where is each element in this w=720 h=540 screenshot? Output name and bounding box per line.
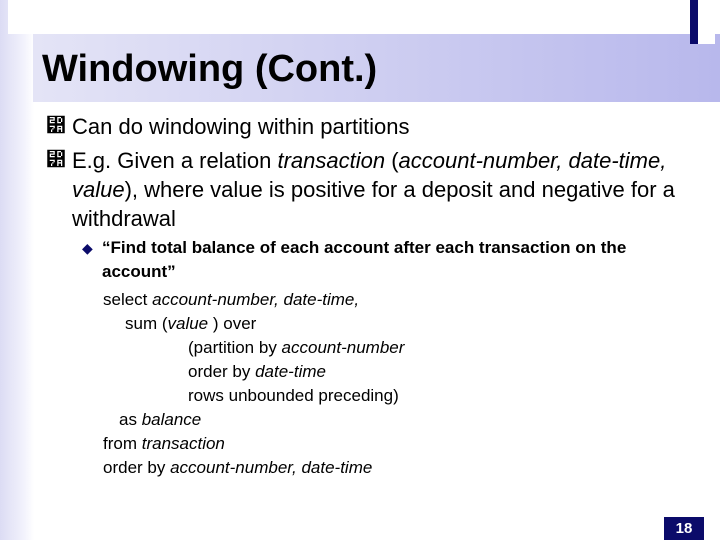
sql-line-7 xyxy=(103,432,703,456)
sql-keyword: order by xyxy=(103,458,171,477)
sql-keyword: rows unbounded preceding) xyxy=(188,386,399,405)
sql-keyword: ) over xyxy=(212,314,257,333)
sql-line-2 xyxy=(103,312,703,336)
bullet-2-text xyxy=(72,146,696,233)
sql-keyword: order by xyxy=(188,362,256,381)
bullet-2-part5: ), where value is positive for a deposit and negative for a withdrawal xyxy=(72,177,675,231)
corner-light-block xyxy=(698,0,715,44)
sql-identifier: transaction xyxy=(141,434,225,453)
bullet-2-part1: E.g. Given a relation xyxy=(72,148,278,173)
sql-line-4 xyxy=(103,360,703,384)
sql-identifier: account-number xyxy=(281,338,405,357)
sql-keyword: (partition by xyxy=(188,338,282,357)
slide-title: Windowing (Cont.) xyxy=(42,48,378,90)
sub-bullet-text: “Find total balance of each account after each transaction on the account” xyxy=(102,238,627,281)
sql-identifier: value xyxy=(167,314,213,333)
sql-query xyxy=(103,288,703,480)
left-rail-decoration xyxy=(0,0,34,540)
clock-bullet-icon: ⵺ xyxy=(46,115,66,137)
bullet-2 xyxy=(46,146,696,233)
sql-keyword: select xyxy=(103,290,153,309)
sql-line-8 xyxy=(103,456,703,480)
sql-keyword: as xyxy=(119,410,142,429)
sql-identifier: date-time xyxy=(255,362,326,381)
corner-dark-block xyxy=(690,0,698,44)
page-number: 18 xyxy=(664,517,704,540)
sql-line-3 xyxy=(103,336,703,360)
sql-line-5 xyxy=(103,384,703,408)
sql-line-1 xyxy=(103,288,703,312)
clock-bullet-icon: ⵺ xyxy=(46,149,66,171)
sql-identifier: account-number, date-time xyxy=(170,458,373,477)
bullet-1 xyxy=(46,112,696,141)
sql-keyword: sum ( xyxy=(125,314,168,333)
sql-identifier: balance xyxy=(141,410,202,429)
bullet-2-relation-name: transaction xyxy=(277,148,386,173)
diamond-bullet-icon: ◆ xyxy=(82,240,93,256)
sql-identifier: account-number, date-time, xyxy=(152,290,360,309)
bullet-1-text: Can do windowing within partitions xyxy=(72,114,410,139)
sql-line-6 xyxy=(103,408,703,432)
sub-bullet xyxy=(82,236,702,284)
sql-keyword: from xyxy=(103,434,142,453)
bullet-2-attributes: account-number, date-time, value xyxy=(72,148,667,202)
bullet-2-part3: ( xyxy=(385,148,399,173)
top-square-decoration xyxy=(8,0,34,34)
